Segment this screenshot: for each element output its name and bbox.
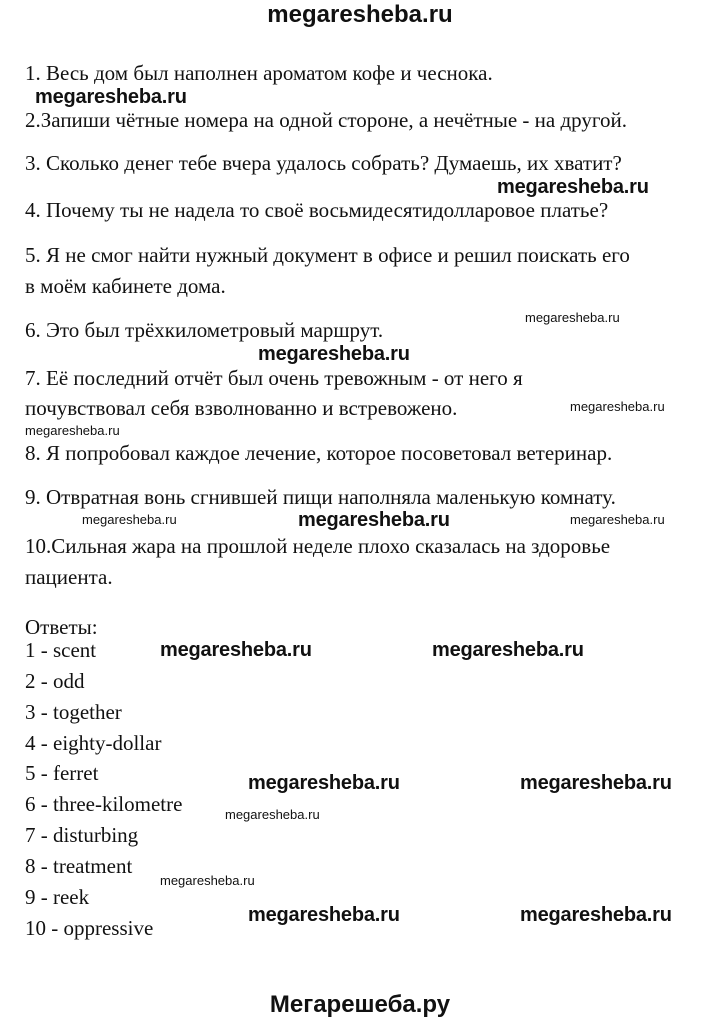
watermark-small: megaresheba.ru [570,399,665,414]
watermark-small: megaresheba.ru [225,807,320,822]
sentence-6: 6. Это был трёхкилометровый маршрут. [25,318,384,342]
answer-2: 2 - odd [25,669,85,693]
watermark: megaresheba.ru [248,772,400,794]
answer-5: 5 - ferret [25,761,99,785]
watermark: megaresheba.ru [298,509,450,531]
answer-1: 1 - scent [25,638,97,662]
site-footer: Мегарешеба.ру [269,991,451,1018]
sentence-10-cont: пациента. [25,565,113,589]
answer-6: 6 - three-kilometre [25,792,183,816]
answer-4: 4 - eighty-dollar [25,731,162,755]
watermark-small: megaresheba.ru [25,423,120,438]
sentence-5-cont: в моём кабинете дома. [25,274,226,298]
watermark-small: megaresheba.ru [160,873,255,888]
watermark: megaresheba.ru [520,772,672,794]
sentence-8: 8. Я попробовал каждое лечение, которое посоветовал ветеринар. [25,441,613,465]
sentence-7: 7. Её последний отчёт был очень тревожным - от него я [25,366,523,390]
watermark-small: megaresheba.ru [570,512,665,527]
answer-8: 8 - treatment [25,854,133,878]
site-header: megaresheba.ru [267,1,453,28]
watermark: megaresheba.ru [35,86,187,108]
sentence-5: 5. Я не смог найти нужный документ в офисе и решил поискать его [25,243,630,267]
sentence-7-cont: почувствовал себя взволнованно и встревожено. [25,396,458,420]
answer-10: 10 - oppressive [25,916,154,940]
sentence-4: 4. Почему ты не надела то своё восьмидесятидолларовое платье? [25,198,609,222]
sentence-3: 3. Сколько денег тебе вчера удалось собрать? Думаешь, их хватит? [25,151,622,175]
watermark: megaresheba.ru [432,639,584,661]
answer-3: 3 - together [25,700,122,724]
answer-9: 9 - reek [25,885,90,909]
watermark: megaresheba.ru [258,343,410,365]
watermark: megaresheba.ru [160,639,312,661]
watermark: megaresheba.ru [520,904,672,926]
watermark: megaresheba.ru [248,904,400,926]
watermark: megaresheba.ru [497,176,649,198]
answers-title: Ответы: [25,615,98,639]
watermark-small: megaresheba.ru [82,512,177,527]
sentence-2: 2.Запиши чётные номера на одной стороне, а нечётные - на другой. [25,108,627,132]
watermark-small: megaresheba.ru [525,310,620,325]
sentence-10: 10.Сильная жара на прошлой неделе плохо сказалась на здоровье [25,534,611,558]
answer-7: 7 - disturbing [25,823,139,847]
sentence-9: 9. Отвратная вонь сгнившей пищи наполняла маленькую комнату. [25,485,616,509]
sentence-1: 1. Весь дом был наполнен ароматом кофе и чеснока. [25,61,493,85]
